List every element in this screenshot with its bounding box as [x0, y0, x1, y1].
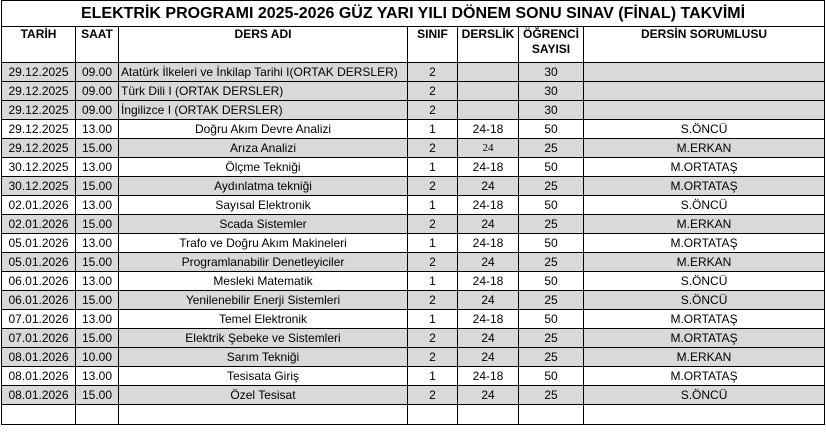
cell-instructor: S.ÖNCÜ [584, 196, 825, 215]
table-row [2, 196, 825, 215]
cell-class: 1 [408, 310, 458, 329]
cell-course: Mesleki Matematik [119, 272, 408, 291]
cell-empty [408, 405, 458, 425]
cell-instructor: M.ORTATAŞ [584, 158, 825, 177]
cell-empty [458, 405, 519, 425]
column-header-ders: DERS ADI [119, 27, 408, 63]
cell-class: 2 [408, 215, 458, 234]
cell-class: 2 [408, 329, 458, 348]
table-row [2, 272, 825, 291]
cell-date: 02.01.2026 [2, 215, 76, 234]
cell-student-count: 25 [519, 386, 584, 405]
cell-student-count: 50 [519, 234, 584, 253]
cell-class: 2 [408, 139, 458, 158]
column-header-row [2, 27, 825, 63]
cell-course: Arıza Analizi [119, 139, 408, 158]
cell-room: 24 [458, 329, 519, 348]
cell-course: İngilizce I (ORTAK DERSLER) [119, 101, 408, 120]
table-row [2, 101, 825, 120]
cell-class: 1 [408, 196, 458, 215]
cell-student-count: 25 [519, 291, 584, 310]
cell-instructor: M.ERKAN [584, 215, 825, 234]
cell-empty [76, 405, 119, 425]
column-header-saat: SAAT [76, 27, 119, 63]
cell-date: 29.12.2025 [2, 63, 76, 82]
cell-instructor [584, 101, 825, 120]
cell-time: 10.00 [76, 348, 119, 367]
cell-date: 29.12.2025 [2, 101, 76, 120]
cell-date: 30.12.2025 [2, 177, 76, 196]
cell-room [458, 82, 519, 101]
cell-time: 13.00 [76, 367, 119, 386]
cell-student-count: 50 [519, 272, 584, 291]
cell-time: 15.00 [76, 386, 119, 405]
cell-time: 15.00 [76, 329, 119, 348]
cell-class: 2 [408, 63, 458, 82]
cell-class: 2 [408, 348, 458, 367]
cell-instructor: M.ORTATAŞ [584, 367, 825, 386]
cell-instructor: M.ERKAN [584, 253, 825, 272]
cell-class: 2 [408, 82, 458, 101]
cell-time: 13.00 [76, 158, 119, 177]
cell-instructor: M.ORTATAŞ [584, 329, 825, 348]
column-header-tarih: TARİH [2, 27, 76, 63]
partial-clipped-row [2, 405, 825, 425]
column-header-sorumlu: DERSİN SORUMLUSU [584, 27, 825, 63]
cell-room: 24 [458, 177, 519, 196]
cell-date: 29.12.2025 [2, 139, 76, 158]
cell-time: 13.00 [76, 310, 119, 329]
cell-instructor: S.ÖNCÜ [584, 120, 825, 139]
table-row [2, 348, 825, 367]
table-row [2, 63, 825, 82]
table-row [2, 177, 825, 196]
cell-course: Temel Elektronik [119, 310, 408, 329]
cell-student-count: 50 [519, 196, 584, 215]
cell-date: 30.12.2025 [2, 158, 76, 177]
cell-course: Elektrik Şebeke ve Sistemleri [119, 329, 408, 348]
cell-course: Yenilenebilir Enerji Sistemleri [119, 291, 408, 310]
cell-class: 2 [408, 253, 458, 272]
cell-time: 15.00 [76, 291, 119, 310]
cell-student-count: 25 [519, 253, 584, 272]
cell-empty [584, 405, 825, 425]
title-row [2, 1, 825, 27]
cell-room: 24-18 [458, 196, 519, 215]
cell-room: 24 [458, 215, 519, 234]
cell-course: Tesisata Giriş [119, 367, 408, 386]
cell-student-count: 30 [519, 63, 584, 82]
cell-date: 29.12.2025 [2, 120, 76, 139]
cell-student-count: 25 [519, 177, 584, 196]
cell-date: 07.01.2026 [2, 310, 76, 329]
table-row [2, 158, 825, 177]
cell-class: 2 [408, 291, 458, 310]
cell-date: 02.01.2026 [2, 196, 76, 215]
cell-instructor: M.ERKAN [584, 139, 825, 158]
table-row [2, 310, 825, 329]
table-row [2, 120, 825, 139]
cell-room: 24-18 [458, 120, 519, 139]
cell-class: 1 [408, 272, 458, 291]
table-row [2, 215, 825, 234]
cell-course: Programlanabilir Denetleyiciler [119, 253, 408, 272]
cell-class: 1 [408, 120, 458, 139]
exam-schedule-table [1, 0, 825, 425]
cell-date: 29.12.2025 [2, 82, 76, 101]
page-title: ELEKTRİK PROGRAMI 2025-2026 GÜZ YARI YILI DÖNEM SONU SINAV (FİNAL) TAKVİMİ [2, 1, 825, 27]
table-row [2, 253, 825, 272]
cell-date: 05.01.2026 [2, 234, 76, 253]
cell-student-count: 30 [519, 101, 584, 120]
cell-date: 08.01.2026 [2, 367, 76, 386]
cell-time: 15.00 [76, 253, 119, 272]
cell-date: 07.01.2026 [2, 329, 76, 348]
cell-instructor: S.ÖNCÜ [584, 386, 825, 405]
cell-time: 15.00 [76, 139, 119, 158]
cell-time: 13.00 [76, 272, 119, 291]
cell-date: 08.01.2026 [2, 386, 76, 405]
cell-room: 24 [458, 348, 519, 367]
cell-room: 24 [458, 139, 519, 158]
cell-instructor: S.ÖNCÜ [584, 272, 825, 291]
cell-date: 06.01.2026 [2, 272, 76, 291]
cell-course: Özel Tesisat [119, 386, 408, 405]
table-row [2, 386, 825, 405]
cell-course: Trafo ve Doğru Akım Makineleri [119, 234, 408, 253]
column-header-sinif: SINIF [408, 27, 458, 63]
cell-student-count: 50 [519, 120, 584, 139]
cell-instructor: M.ERKAN [584, 348, 825, 367]
cell-date: 06.01.2026 [2, 291, 76, 310]
cell-course: Sayısal Elektronik [119, 196, 408, 215]
column-header-derslik: DERSLİK [458, 27, 519, 63]
cell-student-count: 50 [519, 158, 584, 177]
cell-student-count: 25 [519, 139, 584, 158]
cell-instructor [584, 82, 825, 101]
cell-class: 1 [408, 234, 458, 253]
cell-course: Atatürk İlkeleri ve İnkilap Tarihi I(ORTAK DERSLER) [119, 63, 408, 82]
cell-empty [519, 405, 584, 425]
cell-instructor [584, 63, 825, 82]
cell-class: 2 [408, 386, 458, 405]
cell-instructor: M.ORTATAŞ [584, 234, 825, 253]
cell-date: 08.01.2026 [2, 348, 76, 367]
cell-student-count: 25 [519, 329, 584, 348]
cell-time: 13.00 [76, 120, 119, 139]
cell-instructor: M.ORTATAŞ [584, 310, 825, 329]
table-row [2, 291, 825, 310]
cell-class: 1 [408, 367, 458, 386]
cell-empty [119, 405, 408, 425]
cell-class: 2 [408, 177, 458, 196]
table-row [2, 367, 825, 386]
cell-room: 24 [458, 386, 519, 405]
cell-room: 24-18 [458, 234, 519, 253]
cell-course: Sarım Tekniği [119, 348, 408, 367]
cell-class: 1 [408, 158, 458, 177]
cell-empty [2, 405, 76, 425]
cell-student-count: 30 [519, 82, 584, 101]
column-header-ogrenci: ÖĞRENCİ SAYISI [519, 27, 584, 63]
cell-room: 24-18 [458, 367, 519, 386]
cell-instructor: M.ORTATAŞ [584, 177, 825, 196]
cell-room: 24-18 [458, 272, 519, 291]
table-row [2, 82, 825, 101]
cell-room: 24-18 [458, 158, 519, 177]
cell-time: 13.00 [76, 234, 119, 253]
table-row [2, 139, 825, 158]
cell-time: 09.00 [76, 101, 119, 120]
cell-student-count: 25 [519, 348, 584, 367]
cell-room [458, 101, 519, 120]
cell-student-count: 50 [519, 310, 584, 329]
table-row [2, 329, 825, 348]
cell-course: Aydınlatma tekniği [119, 177, 408, 196]
cell-time: 09.00 [76, 82, 119, 101]
cell-student-count: 25 [519, 215, 584, 234]
cell-date: 05.01.2026 [2, 253, 76, 272]
cell-course: Doğru Akım Devre Analizi [119, 120, 408, 139]
table-row [2, 234, 825, 253]
cell-course: Türk Dili I (ORTAK DERSLER) [119, 82, 408, 101]
cell-time: 15.00 [76, 215, 119, 234]
cell-room: 24 [458, 253, 519, 272]
cell-time: 15.00 [76, 177, 119, 196]
cell-time: 09.00 [76, 63, 119, 82]
cell-time: 13.00 [76, 196, 119, 215]
cell-room: 24-18 [458, 310, 519, 329]
cell-room [458, 63, 519, 82]
cell-student-count: 50 [519, 367, 584, 386]
cell-instructor: S.ÖNCÜ [584, 291, 825, 310]
cell-room: 24 [458, 291, 519, 310]
cell-course: Scada Sistemler [119, 215, 408, 234]
cell-course: Ölçme Tekniği [119, 158, 408, 177]
cell-class: 2 [408, 101, 458, 120]
